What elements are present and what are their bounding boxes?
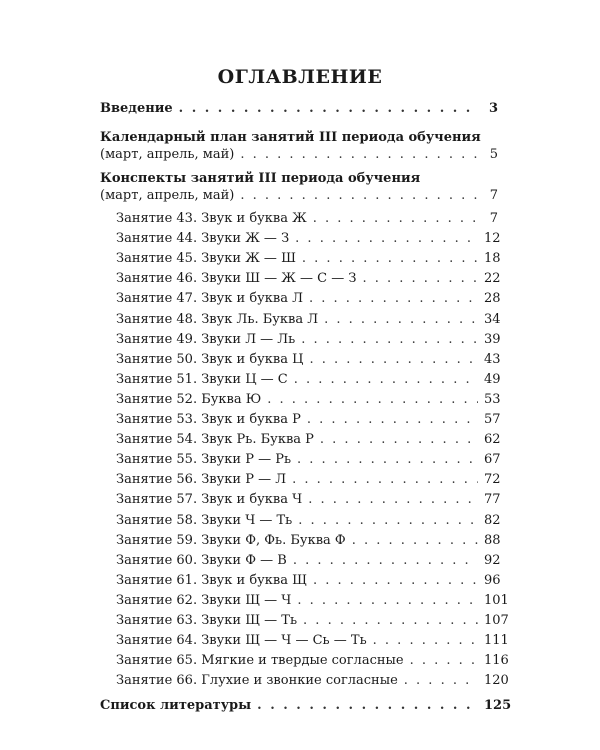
toc-entry-page: 34 <box>484 311 501 327</box>
toc-entry-lesson <box>116 411 501 429</box>
toc-entry-label: Занятие 59. Звуки Ф, Фь. Буква Ф <box>116 532 346 548</box>
toc-entry-label: Занятие 58. Звуки Ч — Ть <box>116 512 293 528</box>
leader-dots <box>297 592 478 610</box>
toc-entry-lesson <box>116 250 501 268</box>
toc-entry-label: Занятие 60. Звуки Ф — В <box>116 552 287 568</box>
leader-dots <box>293 552 478 570</box>
toc-entry-lesson <box>116 632 509 650</box>
toc-entry-lesson <box>116 512 501 530</box>
toc-entry-label: Занятие 46. Звуки Ш — Ж — С — З <box>116 271 357 287</box>
toc-entry-label: (март, апрель, май) <box>100 188 235 203</box>
toc-entry-page: 77 <box>484 492 501 508</box>
toc-entry-lesson <box>116 351 501 369</box>
toc-entry-page: 12 <box>484 231 501 247</box>
toc-entry-label: Занятие 45. Звуки Ж — Ш <box>116 251 296 267</box>
toc-entry-page: 101 <box>484 592 509 608</box>
toc-entry-lesson <box>116 391 501 409</box>
toc-entry-page: 125 <box>484 698 512 713</box>
toc-entry-label: Введение <box>100 101 173 116</box>
toc-entry-label: Занятие 48. Звук Ль. Буква Л <box>116 311 319 327</box>
leader-dots <box>352 532 478 550</box>
toc-entry-page: 88 <box>484 532 501 548</box>
toc-entry-lesson <box>116 270 501 288</box>
toc-entry-label: Занятие 52. Буква Ю <box>116 391 262 407</box>
toc-entry-label: Занятие 44. Звуки Ж — З <box>116 231 290 247</box>
toc-entry-lesson <box>116 311 501 329</box>
leader-dots <box>313 572 478 590</box>
toc-entry-page: 7 <box>489 211 498 226</box>
toc-entry-label: Занятие 53. Звук и буква Р <box>116 412 301 427</box>
leader-dots <box>292 471 478 489</box>
leader-dots <box>410 652 478 670</box>
toc-entry-page: 67 <box>484 452 501 468</box>
leader-dots <box>294 371 478 389</box>
toc-entry-label: Занятие 54. Звук Рь. Буква Р <box>116 432 314 448</box>
toc-entry-page: 39 <box>484 331 501 347</box>
toc-entry-lesson <box>116 652 509 670</box>
leader-dots <box>298 512 478 530</box>
toc-entry-lesson <box>116 672 509 690</box>
toc-entry-page: 7 <box>489 188 498 203</box>
toc-entry-page: 43 <box>484 351 501 367</box>
toc-entry-label: Занятие 64. Звуки Щ — Ч — Сь — Ть <box>116 633 367 649</box>
toc-entry-bibliography <box>100 697 512 715</box>
toc-entry-lesson <box>116 230 501 248</box>
toc-entry-page: 3 <box>488 101 498 116</box>
toc-entry-page: 96 <box>484 572 501 588</box>
toc-entry-label: Занятие 61. Звук и буква Щ <box>116 572 307 588</box>
toc-entry-lesson <box>116 592 509 610</box>
toc-entry-lesson <box>116 431 501 449</box>
leader-dots <box>297 451 478 469</box>
toc-entry-label: Занятие 56. Звуки Р — Л <box>116 472 287 488</box>
leader-dots <box>240 187 478 205</box>
toc-entry-lesson <box>116 451 501 469</box>
toc-entry-notes <box>100 187 498 205</box>
toc-entry-page: 120 <box>484 673 509 689</box>
toc-entry-page: 5 <box>489 147 498 162</box>
leader-dots <box>267 391 478 409</box>
toc-entry-lesson <box>116 290 501 308</box>
toc-entry-page: 22 <box>484 271 501 287</box>
leader-dots <box>295 230 478 248</box>
toc-entry-lesson <box>116 532 501 550</box>
toc-entry-label: (март, апрель, май) <box>100 147 235 162</box>
leader-dots <box>309 351 478 369</box>
toc-entry-page: 53 <box>484 391 501 407</box>
toc-entry-page: 49 <box>484 371 501 387</box>
toc-entry-label: Занятие 65. Мягкие и твердые согласные <box>116 653 404 669</box>
toc-entry-calendar <box>100 146 498 164</box>
leader-dots <box>240 146 478 164</box>
toc-entry-page: 82 <box>484 512 501 528</box>
toc-entry-label: Занятие 47. Звук и буква Л <box>116 291 303 307</box>
toc-entry-page: 57 <box>484 412 501 427</box>
toc-entry-page: 111 <box>484 633 509 649</box>
toc-entry-page: 72 <box>484 472 501 488</box>
toc-entry-page: 62 <box>484 432 501 448</box>
toc-entry-label: Занятие 43. Звук и буква Ж <box>116 211 307 226</box>
toc-entry-label: Список литературы <box>100 698 252 713</box>
toc-entry-lesson <box>116 552 501 570</box>
leader-dots <box>404 672 478 690</box>
toc-entry-label: Занятие 66. Глухие и звонкие согласные <box>116 673 398 689</box>
leader-dots <box>362 270 478 288</box>
toc-entry-lesson <box>116 471 501 489</box>
leader-dots <box>313 210 478 228</box>
leader-dots <box>257 697 478 715</box>
toc-entry-label: Занятие 62. Звуки Щ — Ч <box>116 592 292 608</box>
toc-entry-lesson <box>116 491 501 509</box>
leader-dots <box>307 411 478 429</box>
toc-entry-lesson <box>116 612 509 630</box>
toc-entry-page: 28 <box>484 291 501 307</box>
toc-entry-label: Занятие 55. Звуки Р — Рь <box>116 452 292 468</box>
toc-entry-calendar-heading: Календарный план занятий III периода обучения <box>100 130 481 145</box>
toc-entry-label: Занятие 50. Звук и буква Ц <box>116 351 304 367</box>
toc-entry-label: Занятие 57. Звук и буква Ч <box>116 492 303 508</box>
leader-dots <box>301 331 478 349</box>
leader-dots <box>373 632 478 650</box>
toc-entry-page: 107 <box>484 613 509 628</box>
leader-dots <box>324 311 478 329</box>
leader-dots <box>308 491 478 509</box>
toc-entry-lesson <box>116 331 501 349</box>
toc-entry-page: 92 <box>484 552 501 568</box>
toc-entry-label: Занятие 63. Звуки Щ — Ть <box>116 613 298 628</box>
leader-dots <box>303 612 478 630</box>
toc-entry-lesson <box>116 371 501 389</box>
page-title: ОГЛАВЛЕНИЕ <box>217 66 383 88</box>
toc-entry-intro <box>100 100 498 118</box>
leader-dots <box>179 100 478 118</box>
toc-entry-page: 116 <box>484 653 509 669</box>
toc-entry-label: Занятие 49. Звуки Л — Ль <box>116 331 296 347</box>
toc-entry-lesson <box>116 210 498 228</box>
leader-dots <box>309 290 478 308</box>
toc-entry-page: 18 <box>484 251 501 267</box>
leader-dots <box>302 250 478 268</box>
toc-entry-lesson <box>116 572 501 590</box>
toc-entry-notes-heading: Конспекты занятий III периода обучения <box>100 171 421 186</box>
toc-entry-label: Занятие 51. Звуки Ц — С <box>116 371 288 387</box>
leader-dots <box>320 431 478 449</box>
